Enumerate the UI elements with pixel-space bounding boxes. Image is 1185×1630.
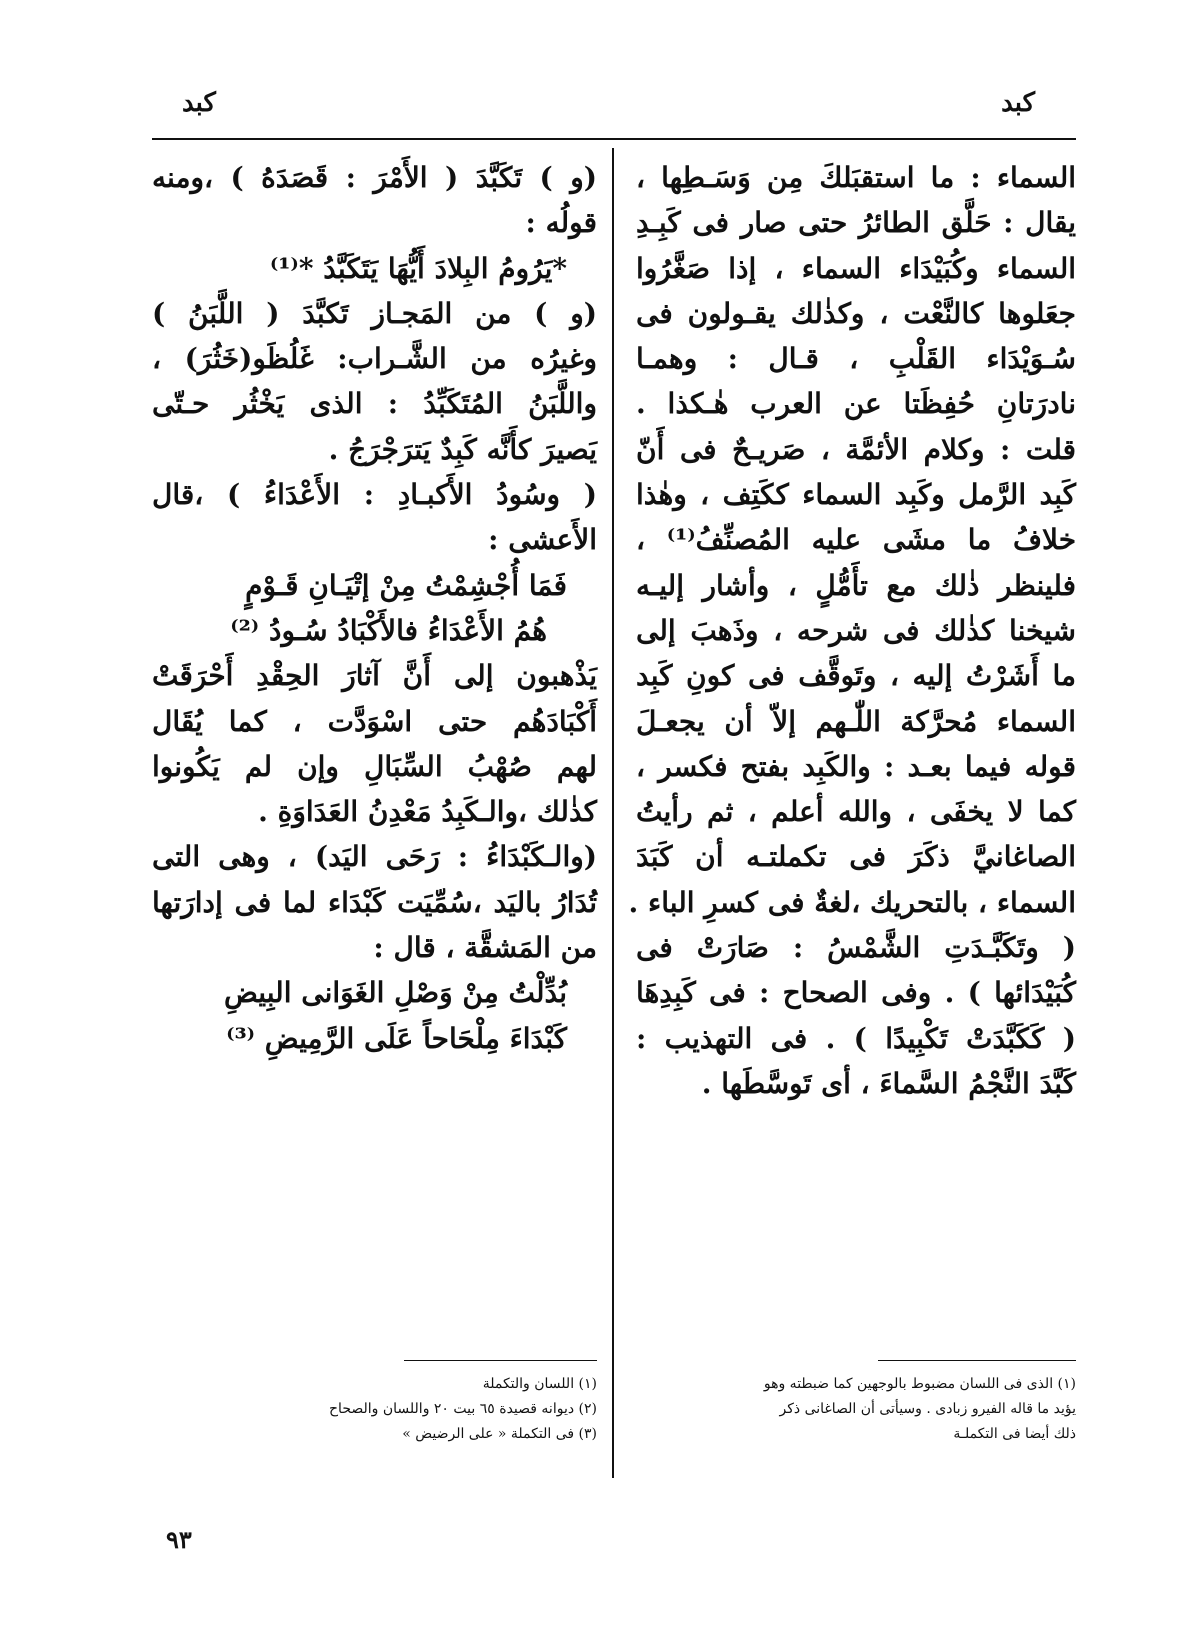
text-line: (و ) تَكَبَّدَ ( الأَمْرَ : قَصَدَهُ ) ،ومنه — [152, 161, 597, 194]
footnotes-left — [152, 1372, 597, 1447]
running-head-left: كبد — [182, 88, 216, 118]
left-column — [152, 155, 597, 1061]
footnote-line: (٣) فى التكملة « على الرضيض » — [402, 1426, 597, 1442]
text-line: يقال : حَلَّق الطائرُ حتى صار فى كَبِـدِ — [636, 206, 1076, 240]
text-line: من المَشقَّة ، قال : — [373, 931, 597, 965]
verse-line: فَمَا أُجْشِمْتُ مِنْ إتْيَـانِ قَـوْمٍ — [245, 568, 567, 602]
text-line: كَبِد الرَّمل وكَبِد السماء ككَتِف ، وهٰذا — [636, 478, 1076, 512]
running-head-right: كبد — [1001, 88, 1035, 118]
text-line: خلافُ ما مشَى عليه المُصنِّفُ⁽¹⁾ ، — [636, 523, 1076, 557]
text-line: الأَعشى : — [488, 523, 597, 557]
text-line: قلت : وكلام الأئمَّة ، صَريـحٌ فى أَنّ — [636, 432, 1076, 466]
text-line: نادرَتانِ حُفِظَتا عن العرب هٰـكذا . — [636, 387, 1076, 421]
text-line: سُـوَيْدَاء القَلْبِ ، قـال : وهمـا — [636, 342, 1076, 376]
verse-line: كَبْدَاءَ مِلْحَاحاً عَلَى الرَّمِيضِ ⁽³⁾ — [226, 1021, 567, 1055]
text-line: كما لا يخفَى ، والله أعلم ، ثم رأيتُ — [636, 795, 1076, 829]
footnote-rule-left — [404, 1360, 597, 1361]
text-line: جعَلوها كالنَّعْت ، وكذٰلك يقـولون فى — [636, 296, 1076, 330]
text-line: شيخنا كذٰلك فى شرحه ، وذَهبَ إلى — [636, 613, 1076, 647]
text-line: الصاغانيَّ ذكَرَ فى تكملتـه أن كَبَدَ — [636, 840, 1076, 874]
right-column — [628, 155, 1076, 1106]
text-line: قولُه : — [525, 206, 597, 240]
footnote-line: (١) الذى فى اللسان مضبوط بالوجهين كما ضبطته وهو — [763, 1376, 1076, 1392]
verse-line: هُمُ الأَعْدَاءُ فالأَكْبَادُ سُـودُ ⁽²⁾ — [230, 613, 547, 647]
column-divider — [612, 148, 614, 1478]
text-line: يَصيرَ كأَنَّه كَبِدٌ يَترَجْرَجُ . — [328, 432, 597, 466]
text-line: كُبَيْدَائها ) . وفى الصحاح : فى كَبِدِهَا — [636, 976, 1076, 1010]
verse-line: *يَرُومُ البِلادَ أَيُّهَا يَتَكَبَّدُ *⁽¹⁾ — [269, 251, 567, 285]
text-line: تُدَارُ باليَد ،سُمِّيَت كَبْدَاء لما فى إدارَتها — [152, 885, 597, 919]
text-line: ما أَشَرْتُ إليه ، وتَوقَّف فى كونِ كَبِد — [636, 659, 1076, 693]
text-line: السماء وكُبَيْدَاء السماء ، إذا صَغَّرُوا — [636, 251, 1076, 285]
text-line: لهم صُهْبُ السِّبَالِ وإن لم يَكُونوا — [152, 749, 597, 783]
text-line: أَكْبَادَهُم حتى اسْوَدَّت ، كما يُقَال — [152, 704, 597, 738]
footnote-line: يؤيد ما قاله الفيرو زبادى . وسيأتى أن الصاغانى ذكر — [779, 1401, 1076, 1417]
footnotes-right — [636, 1372, 1076, 1447]
footnote-rule-right — [878, 1360, 1076, 1361]
text-line: ( وتَكَبَّـدَتِ الشَّمْسُ : صَارَتْ فى — [636, 931, 1076, 965]
text-line: ( كَكَبَّدَتْ تَكْبِيدًا ) . فى التهذيب : — [636, 1021, 1076, 1055]
text-line: واللَّبَنُ المُتَكَبِّدُ : الذى يَخْثُر حـتّى — [152, 387, 597, 421]
footnote-line: (١) اللسان والتكملة — [482, 1376, 597, 1392]
page-number: ٩٣ — [166, 1525, 192, 1554]
text-line: السماء : ما استقبَلكَ مِن وَسَـطِها ، — [636, 161, 1076, 194]
text-line: وغيرُه من الشَّـراب: غَلُظَو(خَثُرَ) ، — [152, 342, 597, 376]
verse-line: بُدِّلْتُ مِنْ وَصْلِ الغَوَانى البِيضِ — [223, 976, 567, 1010]
text-line: يَذْهبون إلى أَنَّ آثارَ الحِقْدِ أَحْرَقَتْ — [152, 659, 597, 693]
text-line: السماء ، بالتحريك ،لغةٌ فى كسرِ الباء . — [628, 885, 1076, 919]
text-line: السماء مُحرَّكة اللّٰـهم إلاّ أن يجعـلَ — [636, 704, 1076, 738]
text-line: فلينظر ذٰلك مع تأَمُّلٍ ، وأشار إليـه — [636, 568, 1076, 602]
footnote-line: (٢) ديوانه قصيدة ٦٥ بيت ٢٠ واللسان والصحاح — [329, 1401, 597, 1417]
text-line: (و ) من المَجـاز تَكبَّدَ ( اللَّبَنُ ) — [152, 296, 597, 330]
footnote-line: ذلك أيضا فى التكملـة — [953, 1426, 1076, 1442]
text-line: كذٰلك ،والـكَبِدُ مَعْدِنُ العَدَاوَةِ . — [258, 795, 597, 829]
text-line: قوله فيما بعـد : والكَبِد بفتح فكسر ، — [636, 749, 1076, 783]
text-line: (والـكَبْدَاءُ : رَحَى اليَد) ، وهى التى — [152, 840, 597, 874]
text-line: كَبَّدَ النَّجْمُ السَّماءَ ، أى تَوسَّطَها . — [701, 1066, 1076, 1100]
text-line: ( وسُودُ الأَكبـادِ : الأَعْدَاءُ ) ،قال — [152, 478, 597, 512]
header-rule — [152, 138, 1076, 140]
